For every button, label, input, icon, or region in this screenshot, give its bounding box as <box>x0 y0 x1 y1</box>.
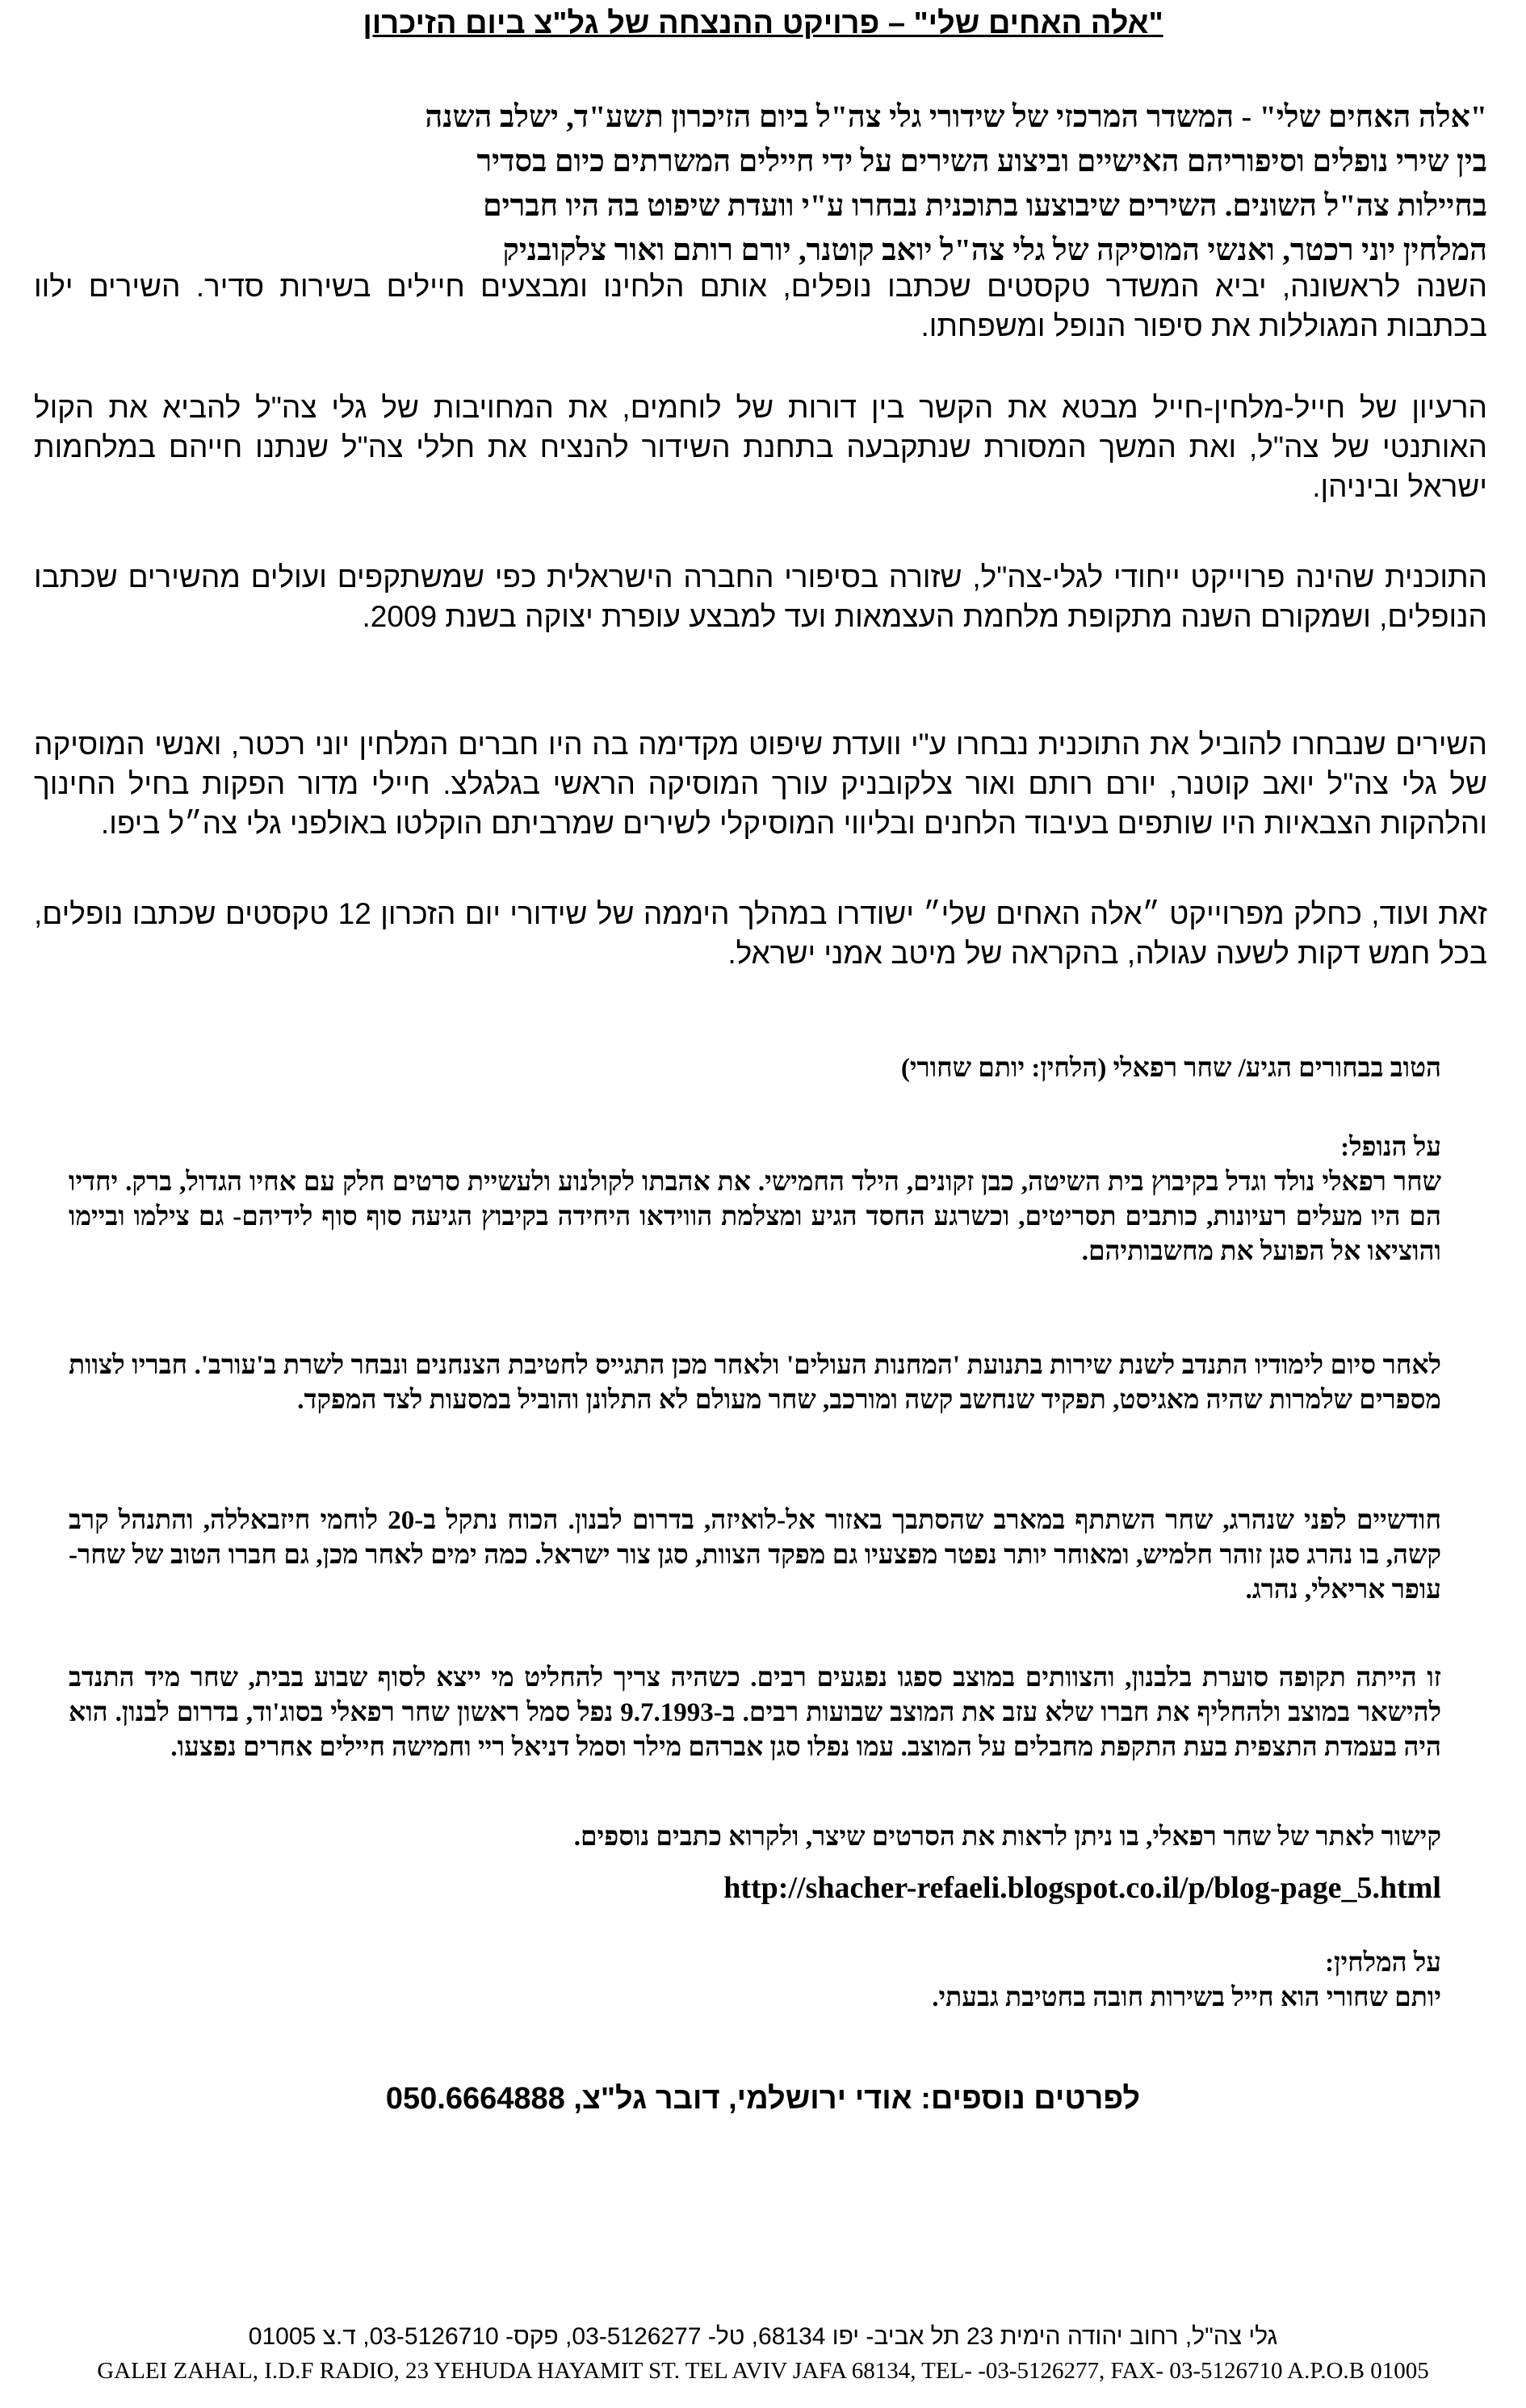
contact-line: לפרטים נוספים: אודי ירושלמי, דובר גל"צ, 050.6664888 <box>385 2082 1141 2116</box>
lead-line: בין שירי נופלים וסיפוריהם האישיים וביצוע השירים על ידי חיילים המשרתים כיום בסדיר <box>476 145 1487 178</box>
footer-english: GALEI ZAHAL, I.D.F RADIO, 23 YEHUDA HAYAMIT ST. TEL AVIV JAFA 68134, TEL- -03-5126277, FAX- 03-5126710 A.P.O.B 01005 <box>97 2358 1429 2384</box>
document-title: "אלה האחים שלי" – פרויקט ההנצחה של גל"צ ביום הזיכרון <box>363 6 1163 40</box>
fallen-paragraph: לאחר סיום לימודיו התנדב לשנת שירות בתנועת 'המחנות העולים' ולאחר מכן התגייס לחטיבת הצנחנים ונבחר לשרת ב'עורב'. חבריו לצוות מספרים שלמרות שהיה מאגיסט, תפקיד שנחשב קשה ומורכב, שחר מעולם לא התלונן והוביל במסעות לצד המפקד. <box>69 1351 1441 1415</box>
body-paragraph: השירים שנבחרו להוביל את התוכנית נבחרו ע"י וועדת שיפוט מקדימה בה היו חברים המלחין יוני רכטר, ואנשי המוסיקה של גלי צה"ל יואב קוטנר, יורם רותם ואור צלקובניק עורך המוסיקה הראשי בגלגלצ. חיילי מדור הפקות בחיל החינוך והלהקות הצבאיות היו שותפים בעיבוד הלחנים ובליווי המוסיקלי לשירים שמרביתם הוקלטו באולפני גלי צה״ל ביפו. <box>34 728 1487 840</box>
lead-line: המלחין יוני רכטר, ואנשי המוסיקה של גלי צה"ל יואב קוטנר, יורם רותם ואור צלקובניק <box>502 233 1487 267</box>
fallen-paragraph: זו הייתה תקופה סוערת בלבנון, והצוותים במוצב ספגו נפגעים רבים. כשהיה צריך להחליט מי ייצא לסוף שבוע בבית, שחר מיד התנדב להישאר במוצב ולהחליף את חברו שלא עזב את המוצב שבועות רבים. ב-9.7.1993 נפל סמל ראשון שחר רפאלי בסוג'וד, בדרום לבנון. הוא היה בעמדת התצפית בעת התקפת מחבלים על המוצב. עמו נפלו סגן אברהם מילר וסמל דניאל ריי וחמישה חיילים אחרים נפצעו. <box>69 1663 1442 1762</box>
body-paragraph: הרעיון של חייל-מלחין-חייל מבטא את הקשר בין דורות של לוחמים, את המחויבות של גלי צה"ל להביא את הקול האותנטי של צה"ל, ואת המשך המסורת שנתקבעה בתחנת השידור להנציח את חללי צה"ל שנתנו חייהם במלחמות ישראל וביניהן. <box>34 391 1487 503</box>
body-paragraph: השנה לראשונה, יביא המשדר טקסטים שכתבו נופלים, אותם הלחינו ומבצעים חיילים בשירות סדיר. השירים ילוו בכתבות המגוללות את סיפור הנופל ומשפחתו. <box>34 270 1487 342</box>
body-paragraph: זאת ועוד, כחלק מפרוייקט ״אלה האחים שלי״ ישודרו במהלך היממה של שידורי יום הזכרון 12 טקסטים שכתבו נופלים, בכל חמש דקות לשעה עגולה, בהקראה של מיטב אמני ישראל. <box>34 897 1487 970</box>
fallen-heading: על הנופל: <box>1340 1133 1441 1162</box>
lead-paragraph <box>34 95 1487 273</box>
fallen-paragraph: שחר רפאלי נולד וגדל בקיבוץ בית השיטה, כבן זקונים, הילד החמישי. את אהבתו לקולנוע ולעשיית סרטים חלק עם אחיו הגדול, ברק. יחדיו הם היו מעלים רעיונות, כותבים תסריטים, וכשרגע החסד הגיע ומצלמת הווידאו היחידה בקיבוץ הגיעה סוף סוף לידיהם- גם צילמו וביימו והוציאו אל הפועל את מחשבותיהם. <box>69 1168 1441 1266</box>
song-title: הטוב בבחורים הגיע/ שחר רפאלי (הלחין: יותם שחורי) <box>900 1054 1441 1083</box>
blog-link[interactable]: http://shacher-refaeli.blogspot.co.il/p/blog-page_5.html <box>723 1871 1441 1905</box>
composer-heading: על המלחין: <box>1325 1949 1441 1978</box>
lead-line: בחיילות צה"ל השונים. השירים שיבוצעו בתוכנית נבחרו ע"י וועדת שיפוט בה היו חברים <box>482 189 1487 223</box>
link-intro: קישור לאתר של שחר רפאלי, בו ניתן לראות את הסרטים שיצר, ולקרוא כתבים נוספים. <box>573 1823 1441 1852</box>
composer-paragraph: יותם שחורי הוא חייל בשירות חובה בחטיבת גבעתי. <box>932 1983 1441 2012</box>
lead-line: "אלה האחים שלי" - המשדר המרכזי של שידורי גלי צה"ל ביום הזיכרון תשע"ד, ישלב השנה <box>425 100 1487 134</box>
body-paragraph: התוכנית שהינה פרוייקט ייחודי לגלי-צה"ל, שזורה בסיפורי החברה הישראלית כפי שמשתקפים ועולים מהשירים שכתבו הנופלים, ושמקורם השנה מתקופת מלחמת העצמאות ועד למבצע עופרת יצוקה בשנת 2009. <box>34 560 1487 633</box>
footer-hebrew: גלי צה"ל, רחוב יהודה הימית 23 תל אביב- יפו 68134, טל- 03-5126277, פקס- 03-5126710, ד.צ 01005 <box>248 2323 1278 2350</box>
fallen-paragraph: חודשיים לפני שנהרג, שחר השתתף במארב שהסתבך באזור אל-לואיזה, בדרום לבנון. הכוח נתקל ב-20 לוחמי חיזבאללה, והתנהל קרב קשה, בו נהרג סגן זוהר חלמיש, ומאוחר יותר נפטר מפצעיו גם מפקד הצוות, סגן צור ישראל. כמה ימים לאחר מכן, גם חברו הטוב של שחר- עופר אריאלי, נהרג. <box>69 1506 1441 1605</box>
